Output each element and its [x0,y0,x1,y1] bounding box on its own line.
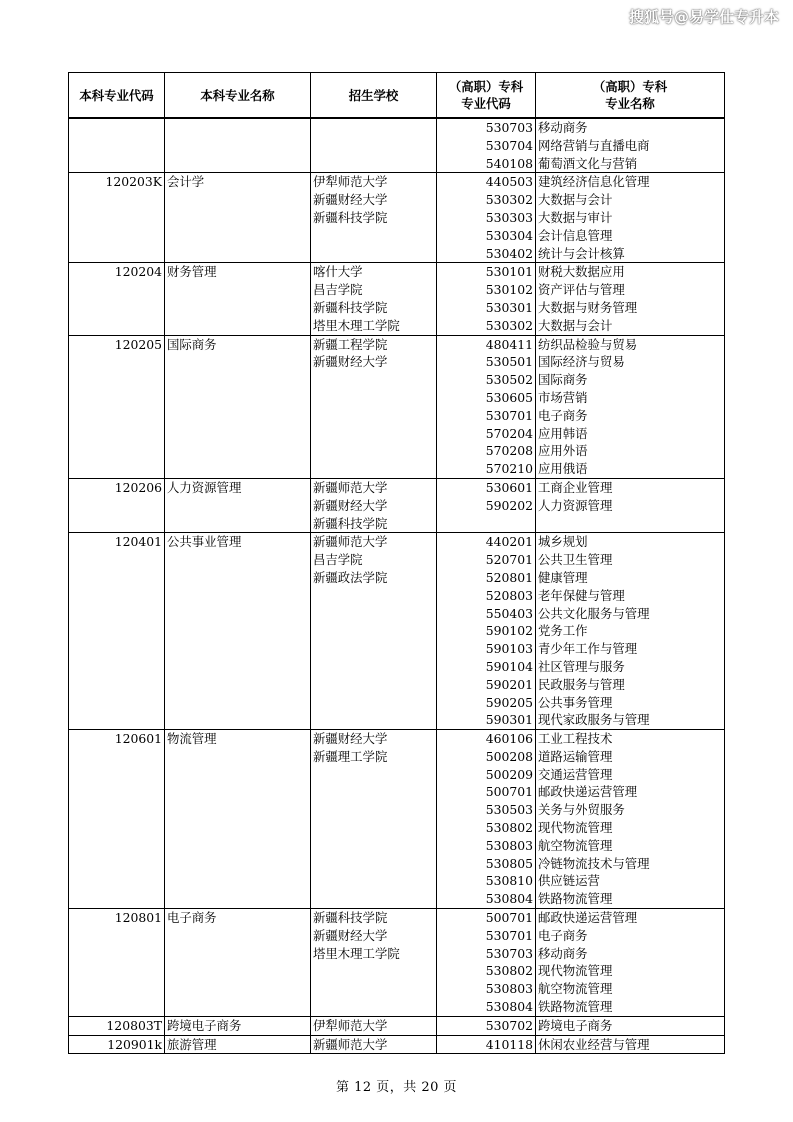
vocational-code-cell [437,533,536,730]
vocational-name: 应用韩语 [538,425,588,441]
vocational-name-cell [536,118,725,173]
vocational-name: 工商企业管理 [538,479,613,495]
school-cell [311,335,437,478]
undergrad-code-cell [69,909,165,1017]
vocational-code-cell [437,173,536,263]
vocational-code: 530810 [485,873,533,889]
header-vocational-name [536,73,725,119]
school-name: 塔里木理工学院 [313,317,400,333]
vocational-code: 530805 [485,855,533,871]
vocational-name: 民政服务与管理 [538,676,625,692]
school-name: 喀什大学 [313,264,363,280]
vocational-code: 590301 [485,712,533,728]
undergrad-name: 跨境电子商务 [167,1017,242,1033]
vocational-name: 党务工作 [538,623,588,639]
school-name: 新疆财经大学 [313,731,388,747]
school-name: 新疆师范大学 [313,534,388,550]
vocational-name: 大数据与审计 [538,209,613,225]
vocational-name: 工业工程技术 [538,731,613,747]
vocational-code: 530803 [485,837,533,853]
vocational-name: 供应链运营 [538,873,600,889]
vocational-name: 纺织品检验与贸易 [538,336,638,352]
vocational-code: 440503 [485,174,533,190]
vocational-name: 人力资源管理 [538,497,613,513]
vocational-name: 航空物流管理 [538,837,613,853]
table-row [69,730,725,909]
vocational-code: 530304 [485,227,533,243]
vocational-code: 590201 [485,676,533,692]
vocational-code: 530102 [485,282,533,298]
school-cell [311,118,437,173]
vocational-name: 航空物流管理 [538,981,613,997]
table-row [69,1016,725,1035]
school-cell [311,730,437,909]
undergrad-name-cell [165,118,311,173]
school-name: 伊犁师范大学 [313,1017,388,1033]
vocational-name: 会计信息管理 [538,227,613,243]
vocational-name: 财税大数据应用 [538,264,625,280]
header-school: 招生学校 [311,73,437,119]
undergrad-name-cell [165,478,311,532]
vocational-name: 社区管理与服务 [538,658,625,674]
school-name: 新疆财经大学 [313,927,388,943]
school-name: 新疆工程学院 [313,336,388,352]
vocational-name-cell [536,533,725,730]
vocational-code: 530704 [485,137,533,153]
undergrad-name: 会计学 [167,174,205,190]
undergrad-code-cell [69,1035,165,1054]
undergrad-code: 120401 [114,534,162,550]
vocational-name: 公共卫生管理 [538,552,613,568]
vocational-name: 关务与外贸服务 [538,802,625,818]
undergrad-code: 120803T [106,1017,162,1033]
vocational-name: 市场营销 [538,389,588,405]
undergrad-name-cell [165,730,311,909]
school-name: 新疆财经大学 [313,354,388,370]
vocational-code: 530601 [485,479,533,495]
vocational-code: 530702 [485,1017,533,1033]
undergrad-name-cell [165,909,311,1017]
school-name: 塔里木理工学院 [313,945,400,961]
watermark-text: 搜狐号@易学仕专升本 [628,8,779,26]
vocational-code: 520801 [485,569,533,585]
vocational-name: 道路运输管理 [538,748,613,764]
vocational-name: 大数据与会计 [538,192,613,208]
table-row [69,909,725,1017]
undergrad-name: 物流管理 [167,731,217,747]
undergrad-code-cell [69,335,165,478]
table-row [69,335,725,478]
table-row [69,1035,725,1054]
vocational-code: 590102 [485,623,533,639]
school-cell [311,263,437,335]
school-name: 新疆理工学院 [313,748,388,764]
undergrad-name-cell [165,533,311,730]
vocational-code: 550403 [485,605,533,621]
vocational-code: 530803 [485,981,533,997]
vocational-name: 邮政快递运营管理 [538,910,638,926]
table-row [69,263,725,335]
vocational-name: 移动商务 [538,120,588,135]
school-cell [311,478,437,532]
undergrad-name: 人力资源管理 [167,479,242,495]
vocational-name: 邮政快递运营管理 [538,784,638,800]
vocational-name: 城乡规划 [538,534,588,550]
undergrad-code-cell [69,478,165,532]
vocational-name: 统计与会计核算 [538,245,625,261]
vocational-name: 电子商务 [538,407,588,423]
vocational-code-cell [437,118,536,173]
vocational-code-cell [437,730,536,909]
school-name: 伊犁师范大学 [313,174,388,190]
vocational-code: 520701 [485,552,533,568]
vocational-code: 530605 [485,389,533,405]
vocational-code: 530701 [485,927,533,943]
undergrad-code: 120901k [107,1036,162,1052]
vocational-code: 590202 [485,497,533,513]
vocational-code: 500209 [485,766,533,782]
vocational-name-cell [536,263,725,335]
school-name: 新疆财经大学 [313,192,388,208]
vocational-name: 电子商务 [538,927,588,943]
vocational-name: 国际商务 [538,372,588,388]
vocational-code: 440201 [485,534,533,550]
vocational-code-cell [437,1035,536,1054]
undergrad-code: 120204 [114,264,162,280]
table-row [69,118,725,173]
table-body [69,118,725,1054]
vocational-name-cell [536,1016,725,1035]
vocational-code: 570210 [485,461,533,477]
major-mapping-table [68,72,725,1054]
school-cell [311,1016,437,1035]
undergrad-code: 120206 [114,479,162,495]
vocational-code: 500701 [485,910,533,926]
vocational-code: 530802 [485,963,533,979]
vocational-name: 铁路物流管理 [538,891,613,907]
vocational-code: 530502 [485,372,533,388]
school-name: 新疆科技学院 [313,209,388,225]
vocational-code: 530804 [485,891,533,907]
vocational-code: 570204 [485,425,533,441]
page-footer: 第 12 页，共 20 页 [335,1080,458,1095]
vocational-name: 大数据与会计 [538,317,613,333]
vocational-code: 590103 [485,641,533,657]
undergrad-code: 120203K [105,174,162,190]
vocational-name-cell [536,730,725,909]
school-name: 昌吉学院 [313,282,363,298]
header-vocational-code-line1: （高职）专科 [448,79,524,94]
vocational-code-cell [437,263,536,335]
undergrad-name: 国际商务 [167,336,217,352]
vocational-name: 冷链物流技术与管理 [538,855,650,871]
header-undergrad-code: 本科专业代码 [69,73,165,119]
vocational-name: 健康管理 [538,569,588,585]
vocational-name: 建筑经济信息化管理 [538,174,650,190]
vocational-name: 休闲农业经营与管理 [538,1036,650,1052]
vocational-name: 老年保健与管理 [538,587,625,603]
school-name: 新疆科技学院 [313,515,388,531]
vocational-name-cell [536,478,725,532]
table-row [69,533,725,730]
school-cell [311,1035,437,1054]
undergrad-name: 旅游管理 [167,1036,217,1052]
vocational-code: 530302 [485,192,533,208]
undergrad-name: 电子商务 [167,910,217,926]
vocational-code: 530703 [485,945,533,961]
undergrad-name-cell [165,263,311,335]
undergrad-name-cell [165,1035,311,1054]
vocational-name: 大数据与财务管理 [538,299,638,315]
vocational-code-cell [437,909,536,1017]
vocational-name: 跨境电子商务 [538,1017,613,1033]
vocational-name: 国际经济与贸易 [538,354,625,370]
vocational-code: 530402 [485,245,533,261]
vocational-name-cell [536,1035,725,1054]
school-name: 新疆政法学院 [313,569,388,585]
vocational-code: 480411 [485,336,533,352]
vocational-code: 570208 [485,443,533,459]
undergrad-name-cell [165,1016,311,1035]
vocational-name: 应用外语 [538,443,588,459]
undergrad-code: 120205 [114,336,162,352]
vocational-name: 移动商务 [538,945,588,961]
vocational-code: 530804 [485,999,533,1015]
undergrad-name-cell [165,173,311,263]
vocational-code: 590104 [485,658,533,674]
header-vocational-code [437,73,536,119]
vocational-name: 青少年工作与管理 [538,641,638,657]
vocational-name: 交通运营管理 [538,766,613,782]
vocational-code: 530101 [485,264,533,280]
vocational-code: 500208 [485,748,533,764]
undergrad-code-cell [69,173,165,263]
header-undergrad-name: 本科专业名称 [165,73,311,119]
vocational-name-cell [536,335,725,478]
vocational-code: 530302 [485,317,533,333]
school-name: 昌吉学院 [313,552,363,568]
undergrad-name [165,119,310,137]
undergrad-code: 120601 [114,731,162,747]
vocational-code: 530802 [485,820,533,836]
vocational-name: 现代家政服务与管理 [538,712,650,728]
vocational-code: 540108 [485,155,533,171]
vocational-name: 铁路物流管理 [538,999,613,1015]
vocational-name-cell [536,173,725,263]
vocational-name: 现代物流管理 [538,820,613,836]
undergrad-name: 财务管理 [167,264,217,280]
undergrad-code-cell [69,118,165,173]
vocational-name: 葡萄酒文化与营销 [538,155,638,171]
vocational-code: 500701 [485,784,533,800]
table-header-row [69,73,725,119]
header-vocational-code-line2: 专业代码 [461,96,511,111]
school-name: 新疆科技学院 [313,910,388,926]
table-row [69,478,725,532]
school-cell [311,533,437,730]
vocational-code-cell [437,478,536,532]
vocational-code-cell [437,1016,536,1035]
header-vocational-name-line1: （高职）专科 [592,79,668,94]
vocational-code: 530503 [485,802,533,818]
undergrad-code-cell [69,730,165,909]
school-name: 新疆科技学院 [313,299,388,315]
vocational-code: 530501 [485,354,533,370]
vocational-code: 410118 [485,1036,533,1052]
vocational-code: 530701 [485,407,533,423]
vocational-name: 公共文化服务与管理 [538,605,650,621]
undergrad-code: 120801 [114,910,162,926]
table-row [69,173,725,263]
undergrad-code-cell [69,1016,165,1035]
school-name: 新疆师范大学 [313,1036,388,1052]
vocational-name: 资产评估与管理 [538,282,625,298]
vocational-code: 590205 [485,694,533,710]
vocational-name: 现代物流管理 [538,963,613,979]
vocational-code: 460106 [485,731,533,747]
undergrad-name: 公共事业管理 [167,534,242,550]
school-cell [311,909,437,1017]
vocational-code: 530703 [485,120,533,135]
vocational-name: 网络营销与直播电商 [538,137,650,153]
header-vocational-name-line2: 专业名称 [605,96,655,111]
undergrad-code-cell [69,263,165,335]
school-name: 新疆财经大学 [313,497,388,513]
vocational-code: 530303 [485,209,533,225]
vocational-code-cell [437,335,536,478]
vocational-code: 530301 [485,299,533,315]
school-cell [311,173,437,263]
undergrad-code-cell [69,533,165,730]
school-name: 新疆师范大学 [313,479,388,495]
undergrad-code [69,119,164,137]
vocational-name-cell [536,909,725,1017]
vocational-name: 应用俄语 [538,461,588,477]
vocational-name: 公共事务管理 [538,694,613,710]
undergrad-name-cell [165,335,311,478]
vocational-code: 520803 [485,587,533,603]
